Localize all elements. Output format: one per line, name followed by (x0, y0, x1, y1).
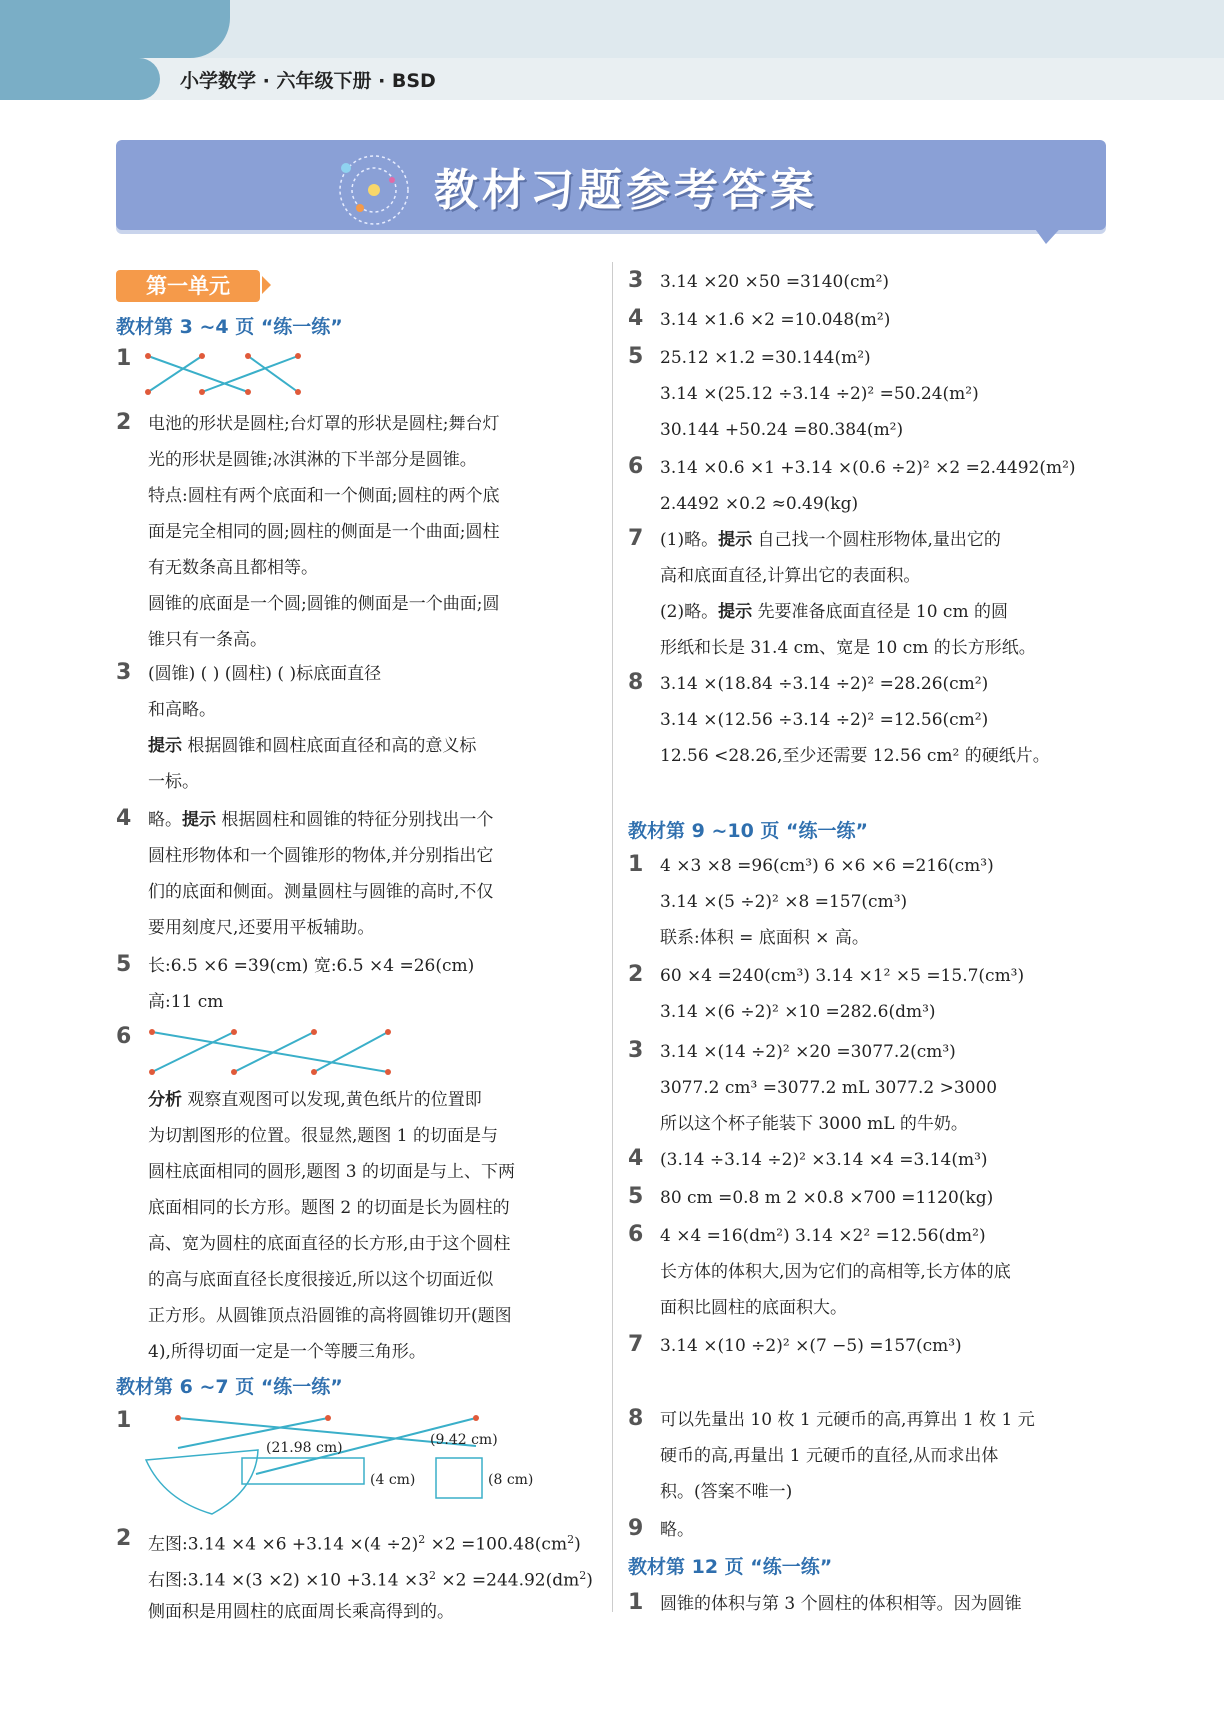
answer-line: 面积比圆柱的底面积大。 (660, 1298, 847, 1318)
answer-line: 可以先量出 10 枚 1 元硬币的高,再算出 1 枚 1 元 (660, 1410, 1035, 1430)
formula-text: 左图:3.14 ×4 ×6 +3.14 ×(4 ÷2) (148, 1534, 419, 1555)
answer-line: 3.14 ×(25.12 ÷3.14 ÷2)² =50.24(m²) (660, 384, 979, 404)
question-number: 2 (116, 1526, 132, 1551)
question-number: 6 (116, 1024, 132, 1049)
answer-line: 3.14 ×20 ×50 =3140(cm²) (660, 272, 890, 292)
unit-badge: 第一单元 (116, 270, 260, 302)
answer-line: 高:11 cm (148, 992, 224, 1012)
answer-line: 联系:体积 = 底面积 × 高。 (660, 928, 869, 948)
answer-line: 3.14 ×(12.56 ÷3.14 ÷2)² =12.56(cm²) (660, 710, 989, 730)
question-number: 8 (628, 670, 644, 695)
analysis-line: 高、宽为圆柱的底面直径的长方形,由于这个圆柱 (148, 1234, 511, 1254)
answer-line: 所以这个杯子能装下 3000 mL 的牛奶。 (660, 1114, 968, 1134)
hint-text: 根据圆柱和圆锥的特征分别找出一个 (216, 810, 494, 830)
answer-line: 右图:3.14 $\times(3 \times 2) \times 10 +3.14 \times 3^2 \times 2 =244.92(dm^2)$ (148, 1569, 593, 1591)
analysis-line: 圆柱底面相同的圆形,题图 3 的切面是与上、下两 (148, 1162, 516, 1182)
hint-line: 圆柱形物体和一个圆锥形的物体,并分别指出它 (148, 846, 494, 866)
orbit-icon (334, 150, 414, 230)
answer-line: 3.14 ×(5 ÷2)² ×8 =157(cm³) (660, 892, 908, 912)
question-number: 7 (628, 526, 644, 551)
unit-arrow-icon (262, 276, 271, 294)
hint-line: 要用刻度尺,还要用平板辅助。 (148, 918, 375, 938)
answer-line: 锥只有一条高。 (148, 630, 267, 650)
question-number: 1 (116, 346, 132, 371)
diagram-label: (21.98 cm) (266, 1440, 343, 1456)
question-number: 4 (628, 1146, 644, 1171)
answer-line: 3.14 ×(18.84 ÷3.14 ÷2)² =28.26(cm²) (660, 674, 989, 694)
answer-line: 面是完全相同的圆;圆柱的侧面是一个曲面;圆柱 (148, 522, 500, 542)
answer-line: 光的形状是圆锥;冰淇淋的下半部分是圆锥。 (148, 450, 477, 470)
question-number: 7 (628, 1332, 644, 1357)
diagram-label: (4 cm) (370, 1472, 416, 1488)
header-tab-lower (0, 58, 160, 100)
hint-text: 根据圆锥和圆柱底面直径和高的意义标 (182, 736, 477, 756)
answer-line: 3077.2 cm³ =3077.2 mL 3077.2 >3000 (660, 1078, 998, 1098)
section-heading: 教材第 3 ~4 页 “练一练” (116, 316, 343, 338)
hint-label: 提示 (718, 602, 753, 622)
answer-line: 4 ×4 =16(dm²) 3.14 ×2² =12.56(dm²) (660, 1226, 986, 1246)
answer-line: 2.4492 ×0.2 ≈0.49(kg) (660, 494, 859, 514)
analysis-label: 分析 (148, 1090, 182, 1110)
question-number: 2 (628, 962, 644, 987)
answer-line: 4 ×3 ×8 =96(cm³) 6 ×6 ×6 =216(cm³) (660, 856, 994, 876)
page-title: 教材习题参考答案 (434, 165, 818, 216)
hint-line: 一标。 (148, 772, 199, 792)
hint-label: 提示 (718, 530, 753, 550)
analysis-line: 底面相同的长方形。题图 2 的切面是长为圆柱的 (148, 1198, 510, 1218)
answer-line: 侧面积是用圆柱的底面周长乘高得到的。 (148, 1602, 454, 1622)
column-divider (612, 262, 613, 1612)
answer-line: 60 ×4 =240(cm³) 3.14 ×1² ×5 =15.7(cm³) (660, 966, 1025, 986)
hint-line (148, 734, 476, 758)
formula-text: ×2 =100.48(cm (425, 1534, 568, 1555)
question-number: 5 (116, 952, 132, 977)
question-number: 5 (628, 344, 644, 369)
analysis-text: 观察直观图可以发现,黄色纸片的位置即 (182, 1090, 482, 1110)
question-number: 4 (628, 306, 644, 331)
answer-line (148, 808, 493, 832)
answer-line: 圆锥的体积与第 3 个圆柱的体积相等。因为圆锥 (660, 1594, 1022, 1614)
question-number: 8 (628, 1406, 644, 1431)
answer-line: 25.12 ×1.2 =30.144(m²) (660, 348, 871, 368)
diagram-label: (8 cm) (488, 1472, 534, 1488)
hint-label: 提示 (148, 736, 182, 756)
header-tab (0, 0, 230, 58)
question-number: 3 (628, 1038, 644, 1063)
answer-line (660, 528, 1001, 552)
question-number: 6 (628, 1222, 644, 1247)
section-heading: 教材第 9 ~10 页 “练一练” (628, 820, 869, 842)
analysis-line: 的高与底面直径长度很接近,所以这个切面近似 (148, 1270, 494, 1290)
answer-line: 3.14 ×1.6 ×2 =10.048(m²) (660, 310, 891, 330)
answer-line: 3.14 ×(10 ÷2)² ×(7 −5) =157(cm³) (660, 1336, 962, 1356)
answer-line: 略。 (660, 1520, 694, 1540)
formula-text: ) (586, 1570, 593, 1591)
question-number: 5 (628, 1184, 644, 1209)
answer-line: 电池的形状是圆柱;台灯罩的形状是圆柱;舞台灯 (148, 414, 500, 434)
hint-line: 形纸和长是 31.4 cm、宽是 10 cm 的长方形纸。 (660, 638, 1036, 658)
question-number: 1 (628, 852, 644, 877)
answer-line: 长:6.5 ×6 =39(cm) 宽:6.5 ×4 =26(cm) (148, 956, 475, 976)
diagram-label: (9.42 cm) (430, 1432, 498, 1448)
analysis-line (148, 1088, 482, 1112)
question-number: 2 (116, 410, 132, 435)
answer-line: 长方体的体积大,因为它们的高相等,长方体的底 (660, 1262, 1011, 1282)
question-number: 9 (628, 1516, 644, 1541)
breadcrumb: 小学数学 · 六年级下册 · BSD (180, 70, 436, 92)
answer-line: 圆锥的底面是一个圆;圆锥的侧面是一个曲面;圆 (148, 594, 500, 614)
answer-line: 和高略。 (148, 700, 216, 720)
answer-line: 硬币的高,再量出 1 元硬币的直径,从而求出体 (660, 1446, 999, 1466)
hint-text: 自己找一个圆柱形物体,量出它的 (752, 530, 1001, 550)
formula-text: ) (574, 1534, 581, 1555)
answer-line: 特点:圆柱有两个底面和一个侧面;圆柱的两个底 (148, 486, 500, 506)
answer-line: 3.14 ×(14 ÷2)² ×20 =3077.2(cm³) (660, 1042, 956, 1062)
question-number: 6 (628, 454, 644, 479)
answer-line: (3.14 ÷3.14 ÷2)² ×3.14 ×4 =3.14(m³) (660, 1150, 988, 1170)
section-heading: 教材第 6 ~7 页 “练一练” (116, 1376, 343, 1398)
question-number: 1 (116, 1408, 132, 1433)
analysis-line: 正方形。从圆锥顶点沿圆锥的高将圆锥切开(题图 (148, 1306, 512, 1326)
banner-tail (1030, 222, 1066, 244)
answer-line: (圆锥) ( ) (圆柱) ( )标底面直径 (148, 664, 382, 684)
analysis-line: 为切割图形的位置。很显然,题图 1 的切面是与 (148, 1126, 499, 1146)
answer-text: 略。 (148, 810, 182, 830)
answer-line: 左图:3.14 $\times 4 \times 6 +3.14 \times(4 \div 2)^2 \times 2 =100.48(cm^2)$ (148, 1533, 581, 1555)
matching-diagram (140, 350, 310, 400)
answer-line (660, 600, 1008, 624)
section-heading: 教材第 12 页 “练一练” (628, 1556, 833, 1578)
hint-line: 高和底面直径,计算出它的表面积。 (660, 566, 921, 586)
question-number: 4 (116, 806, 132, 831)
answer-text: (1)略。 (660, 530, 719, 550)
question-number: 3 (628, 268, 644, 293)
formula-text: ×2 =244.92(dm (436, 1570, 580, 1591)
matching-diagram (148, 1028, 398, 1078)
question-number: 1 (628, 1590, 644, 1615)
question-number: 3 (116, 660, 132, 685)
answer-line: 12.56 <28.26,至少还需要 12.56 cm² 的硬纸片。 (660, 746, 1050, 766)
analysis-line: 4),所得切面一定是一个等腰三角形。 (148, 1342, 426, 1362)
net-matching-diagram (146, 1410, 546, 1520)
hint-label: 提示 (182, 810, 216, 830)
hint-text: 先要准备底面直径是 10 cm 的圆 (752, 602, 1008, 622)
hint-line: 们的底面和侧面。测量圆柱与圆锥的高时,不仅 (148, 882, 494, 902)
answer-line: 3.14 ×(6 ÷2)² ×10 =282.6(dm³) (660, 1002, 936, 1022)
answer-line: 30.144 +50.24 =80.384(m²) (660, 420, 904, 440)
answer-line: 积。(答案不唯一) (660, 1482, 793, 1502)
answer-line: 有无数条高且都相等。 (148, 558, 318, 578)
answer-line: 3.14 ×0.6 ×1 +3.14 ×(0.6 ÷2)² ×2 =2.4492(m²) (660, 458, 1076, 478)
answer-text: (2)略。 (660, 602, 719, 622)
answer-line: 80 cm =0.8 m 2 ×0.8 ×700 =1120(kg) (660, 1188, 994, 1208)
formula-text: 右图:3.14 ×(3 ×2) ×10 +3.14 ×3 (148, 1570, 430, 1591)
